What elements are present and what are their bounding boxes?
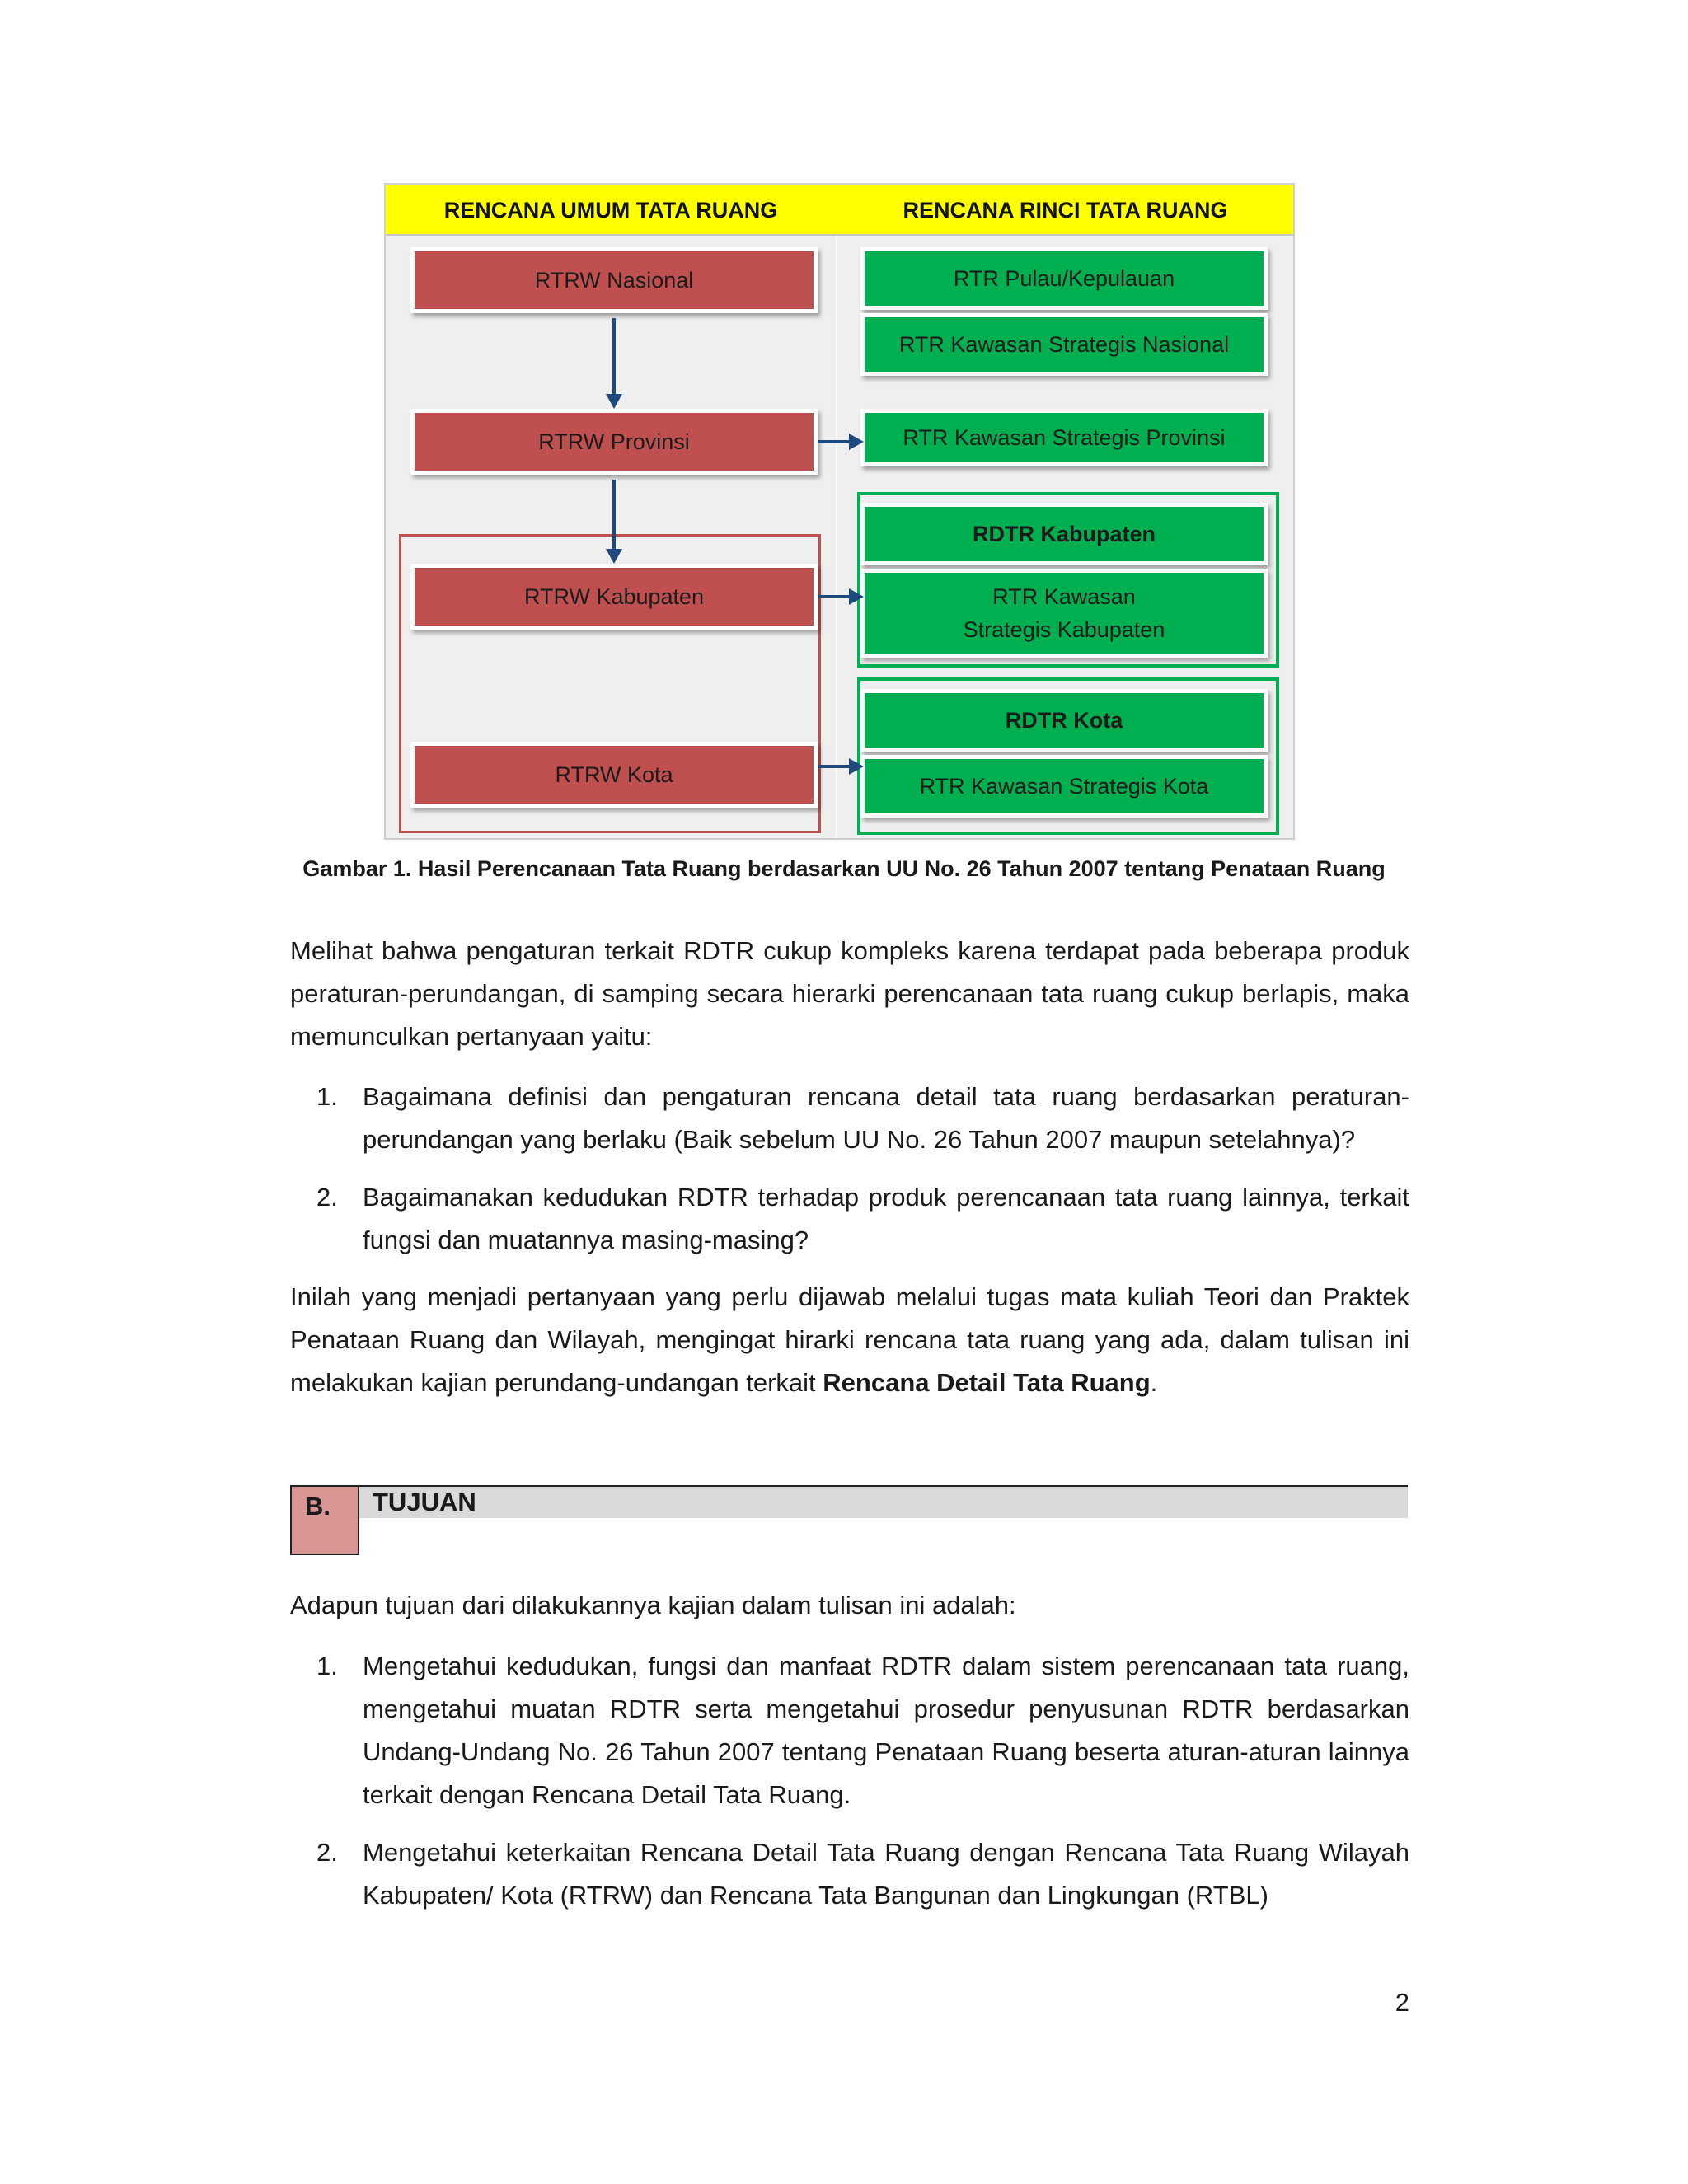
figure-caption: Gambar 1. Hasil Perencanaan Tata Ruang berdasarkan UU No. 26 Tahun 2007 tentang Penataan Ruang — [302, 856, 1386, 881]
objective-text: Mengetahui keterkaitan Rencana Detail Tata Ruang dengan Rencana Tata Ruang Wilayah Kabupaten/ Kota (RTRW) dan Rencana Tata Bangunan dan Lingkungan (RTBL) — [363, 1838, 1409, 1910]
closing-paragraph: Inilah yang menjadi pertanyaan yang perlu dijawab melalui tugas mata kuliah Teori dan Praktek Penataan Ruang dan Wilayah, mengingat hirarki rencana tata ruang yang ada, dalam tulisan ini melakukan kajian perundang-undangan terkait Rencana Detail Tata Ruang. — [290, 1282, 1409, 1397]
question-text: Bagaimanakan kedudukan RDTR terhadap produk perencanaan tata ruang lainnya, terkait fungsi dan muatannya masing-masing? — [363, 1183, 1409, 1254]
objective-text: Mengetahui kedudukan, fungsi dan manfaat RDTR dalam sistem perencanaan tata ruang, mengetahui muatan RDTR serta mengetahui prosedur penyusunan RDTR berdasarkan Undang-Undang No. 26 Tahun 2007 tentang Penataan Ruang beserta aturan-aturan lainnya terkait dengan Rencana Detail Tata Ruang. — [363, 1652, 1409, 1809]
question-number: 1. — [316, 1082, 338, 1111]
intro-paragraph: Melihat bahwa pengaturan terkait RDTR cukup kompleks karena terdapat pada beberapa produk peraturan-perundangan, di samping secara hierarki perencanaan tata ruang cukup berlapis, maka memunculkan pertanyaan yaitu: — [290, 936, 1409, 1051]
box-rtr-ks-kabupaten: RTR Kawasan Strategis Kabupaten — [860, 569, 1268, 658]
arrow-down-head — [606, 394, 622, 409]
column-divider — [836, 236, 837, 838]
arrow-nasional-to-provinsi-line — [612, 318, 616, 399]
arrow-right-head — [849, 758, 864, 775]
arrow-right-head — [849, 434, 864, 450]
box-rtrw-kabupaten: RTRW Kabupaten — [410, 564, 818, 630]
box-rtr-ks-kota: RTR Kawasan Strategis Kota — [860, 755, 1268, 818]
arrow-provinsi-to-ksp-line — [818, 440, 851, 443]
section-b-title: TUJUAN — [359, 1485, 1408, 1518]
objectives-lead: Adapun tujuan dari dilakukannya kajian dalam tulisan ini adalah: — [290, 1591, 1016, 1619]
arrow-provinsi-to-kabupaten-line — [612, 480, 616, 554]
objective-number: 2. — [316, 1838, 338, 1867]
box-rtrw-kota: RTRW Kota — [410, 742, 818, 808]
box-rtr-ksn: RTR Kawasan Strategis Nasional — [860, 313, 1268, 376]
header-general-plan: RENCANA UMUM TATA RUANG — [443, 198, 778, 223]
header-detailed-plan: RENCANA RINCI TATA RUANG — [903, 198, 1228, 223]
section-b-letter: B. — [290, 1485, 359, 1555]
question-number: 2. — [316, 1183, 338, 1212]
arrow-kota-to-rdtr-line — [818, 765, 851, 768]
box-rdtr-kota: RDTR Kota — [860, 689, 1268, 752]
box-rdtr-kabupaten: RDTR Kabupaten — [860, 503, 1268, 565]
page-number: 2 — [1395, 1988, 1409, 2017]
arrow-kabupaten-to-rdtr-line — [818, 595, 851, 598]
objective-number: 1. — [316, 1652, 338, 1680]
box-rtrw-nasional: RTRW Nasional — [410, 247, 818, 313]
arrow-right-head — [849, 588, 864, 605]
closing-bold-term: Rencana Detail Tata Ruang — [823, 1368, 1151, 1397]
box-rtrw-provinsi: RTRW Provinsi — [410, 409, 818, 475]
box-rtr-pulau: RTR Pulau/Kepulauan — [860, 247, 1268, 310]
question-text: Bagaimana definisi dan pengaturan rencana detail tata ruang berdasarkan peraturan-perundangan yang berlaku (Baik sebelum UU No. 26 Tahun 2007 maupun setelahnya)? — [363, 1082, 1409, 1154]
spatial-plan-hierarchy-diagram — [384, 183, 1295, 840]
box-rtr-ksp: RTR Kawasan Strategis Provinsi — [860, 409, 1268, 466]
arrow-down-head — [606, 549, 622, 564]
